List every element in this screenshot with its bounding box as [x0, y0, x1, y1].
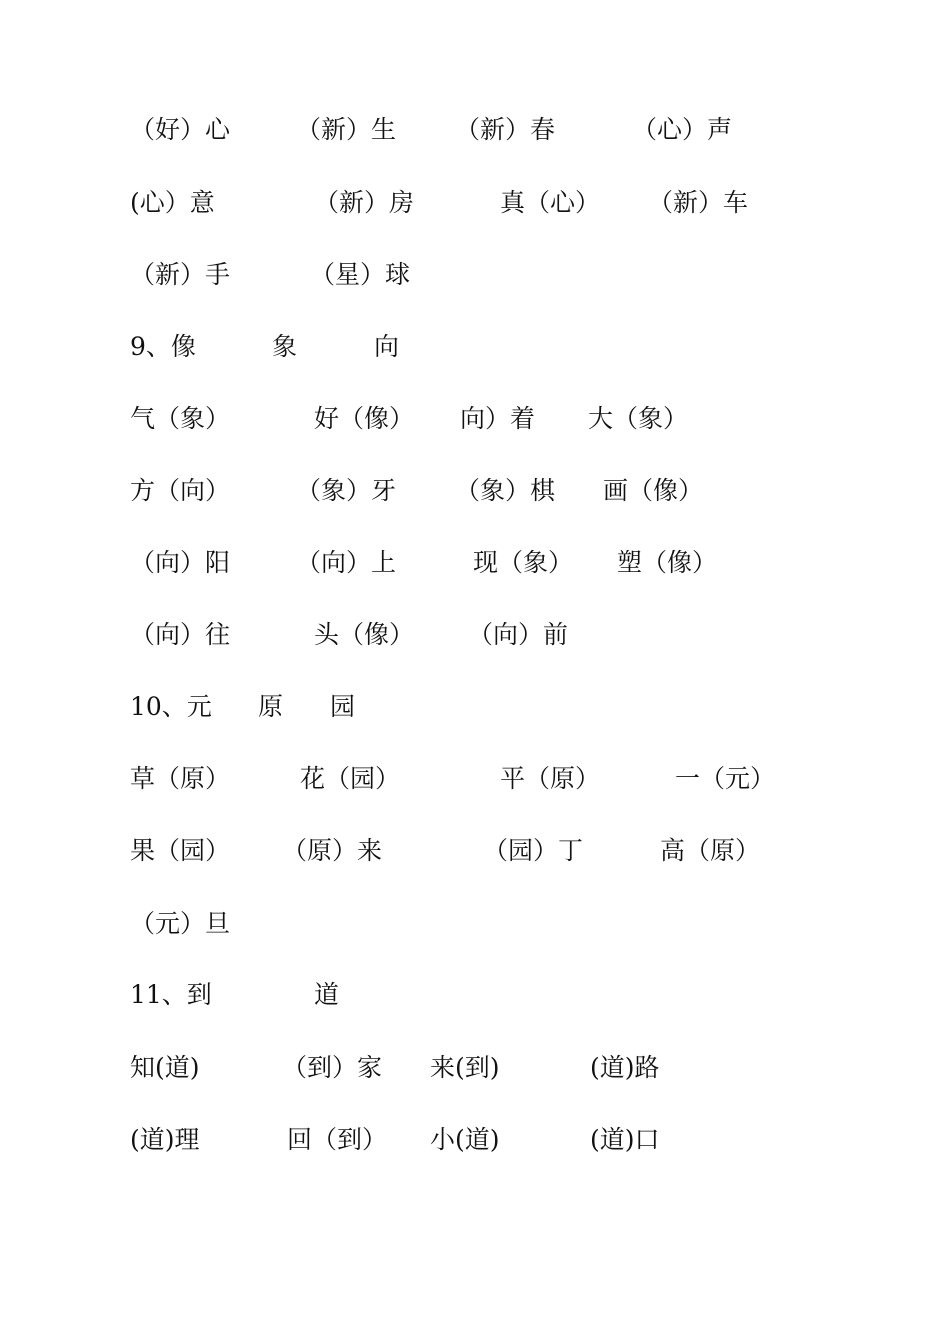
word-item: 头（像） — [314, 620, 415, 649]
text-line — [0, 257, 950, 293]
word-item: （新）手 — [130, 260, 231, 289]
word-item: 回（到） — [287, 1125, 388, 1154]
word-item: （新）春 — [455, 115, 556, 144]
word-item: 一（元） — [675, 764, 776, 793]
word-item: （新）房 — [314, 188, 415, 217]
word-item: （原）来 — [282, 836, 383, 865]
word-item: （向）阳 — [130, 548, 231, 577]
word-item: （象）牙 — [296, 476, 397, 505]
word-item: 道 — [314, 980, 340, 1009]
word-item: （向）前 — [468, 620, 569, 649]
word-item: 好（像） — [314, 404, 415, 433]
text-line — [0, 1122, 950, 1158]
word-item: （园）丁 — [483, 836, 584, 865]
word-item: 真（心） — [500, 188, 601, 217]
word-item: 高（原） — [660, 836, 761, 865]
word-item: （星）球 — [310, 260, 411, 289]
word-item: 10、元 — [130, 692, 212, 721]
word-item: 草（原） — [130, 764, 231, 793]
word-item: 11、到 — [130, 980, 212, 1009]
word-item: （新）车 — [648, 188, 749, 217]
section-heading — [0, 977, 950, 1013]
word-item: （象）棋 — [455, 476, 556, 505]
word-item: 向 — [374, 332, 400, 361]
text-line — [0, 112, 950, 148]
text-line — [0, 617, 950, 653]
word-item: （心）声 — [632, 115, 733, 144]
text-line — [0, 1050, 950, 1086]
word-item: （新）生 — [296, 115, 397, 144]
section-heading — [0, 329, 950, 365]
word-item: 来(到) — [430, 1053, 500, 1082]
word-item: (心）意 — [130, 188, 215, 217]
word-item: 9、像 — [130, 332, 196, 361]
section-heading — [0, 689, 950, 725]
text-line — [0, 473, 950, 509]
word-item: 小(道) — [430, 1125, 500, 1154]
word-item: （向）上 — [296, 548, 397, 577]
word-item: （元）旦 — [130, 909, 231, 938]
text-line — [0, 833, 950, 869]
word-item: (道)理 — [130, 1125, 200, 1154]
word-item: 原 — [258, 692, 284, 721]
word-item: (道)口 — [590, 1125, 660, 1154]
text-line — [0, 401, 950, 437]
word-item: 象 — [272, 332, 298, 361]
word-item: 平（原） — [500, 764, 601, 793]
word-item: （到）家 — [282, 1053, 383, 1082]
word-item: 果（园） — [130, 836, 231, 865]
word-item: (道)路 — [590, 1053, 660, 1082]
text-line — [0, 906, 950, 942]
word-item: 花（园） — [300, 764, 401, 793]
word-item: 园 — [330, 692, 356, 721]
word-item: （好）心 — [130, 115, 231, 144]
word-item: （向）往 — [130, 620, 231, 649]
word-item: 塑（像） — [617, 548, 718, 577]
word-item: 方（向） — [130, 476, 231, 505]
text-line — [0, 185, 950, 221]
word-item: 现（象） — [473, 548, 574, 577]
word-item: 知(道) — [130, 1053, 200, 1082]
text-line — [0, 761, 950, 797]
word-item: 画（像） — [603, 476, 704, 505]
word-item: 大（象） — [588, 404, 689, 433]
word-item: 气（象） — [130, 404, 231, 433]
word-item: 向）着 — [460, 404, 536, 433]
text-line — [0, 545, 950, 581]
